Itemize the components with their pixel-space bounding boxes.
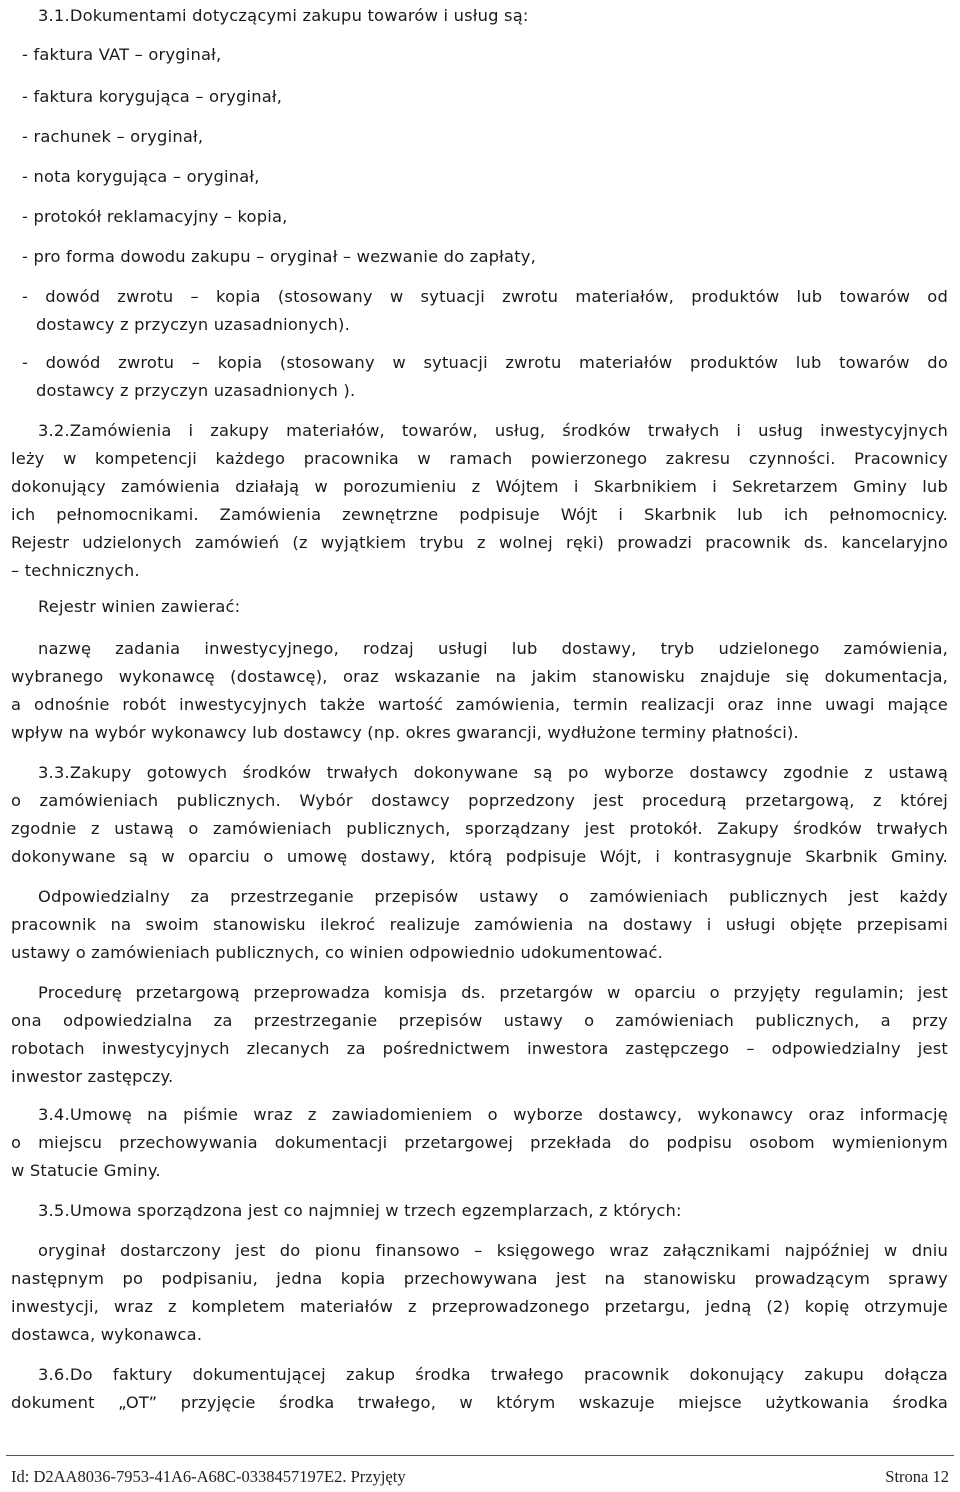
paragraph-line: wybranego wykonawcę (dostawcę), oraz wskazanie na jakim stanowisku znajduje się dokumentacja, <box>11 667 948 686</box>
list-item-continuation: dostawcy z przyczyn uzasadnionych ). <box>36 381 356 400</box>
paragraph-line: zgodnie z ustawą o zamówieniach publicznych, sporządzany jest protokół. Zakupy środków trwałych <box>11 819 948 838</box>
list-item: - faktura korygująca – oryginał, <box>22 87 283 106</box>
section-heading-3-1: 3.1.Dokumentami dotyczącymi zakupu towarów i usług są: <box>38 6 529 25</box>
list-item: - dowód zwrotu – kopia (stosowany w sytuacji zwrotu materiałów produktów lub towarów do <box>22 353 948 372</box>
footer-document-id: Id: D2AA8036-7953-41A6-A68C-0338457197E2. Przyjęty <box>11 1467 406 1486</box>
paragraph-line: pracownik na swoim stanowisku ilekroć realizuje zamówienia na dostawy i usługi objęte przepisami <box>11 915 948 934</box>
paragraph-line: nazwę zadania inwestycyjnego, rodzaj usługi lub dostawy, tryb udzielonego zamówienia, <box>38 639 948 658</box>
paragraph-line: następnym po podpisaniu, jedna kopia przechowywana jest na stanowisku prowadzącym sprawy <box>11 1269 948 1288</box>
registry-heading: Rejestr winien zawierać: <box>38 597 241 616</box>
paragraph-line: leży w kompetencji każdego pracownika w ramach powierzonego zakresu czynności. Pracownicy <box>11 449 948 468</box>
section-3-2-line: 3.2.Zamówienia i zakupy materiałów, towarów, usług, środków trwałych i usług inwestycyjnych <box>38 421 948 440</box>
paragraph-line: ich pełnomocnikami. Zamówienia zewnętrzne podpisuje Wójt i Skarbnik lub ich pełnomocnicy. <box>11 505 948 524</box>
paragraph-line: o zamówieniach publicznych. Wybór dostawcy poprzedzony jest procedurą przetargową, z której <box>11 791 948 810</box>
paragraph-line: dokonujący zamówienia działają w porozumieniu z Wójtem i Skarbnikiem i Sekretarzem Gminy lub <box>11 477 948 496</box>
list-item: - pro forma dowodu zakupu – oryginał – wezwanie do zapłaty, <box>22 247 536 266</box>
footer-divider <box>6 1455 954 1456</box>
paragraph-line: w Statucie Gminy. <box>11 1161 161 1180</box>
paragraph-line: dokument „OT” przyjęcie środka trwałego, w którym wskazuje miejsce użytkowania środka <box>11 1393 948 1412</box>
paragraph-line: dokonywane są w oparciu o umowę dostawy, którą podpisuje Wójt, i kontrasygnuje Skarbnik Gminy. <box>11 847 948 866</box>
section-3-4-line: 3.4.Umowę na piśmie wraz z zawiadomieniem o wyborze dostawcy, wykonawcy oraz informację <box>38 1105 948 1124</box>
paragraph-line: Rejestr udzielonych zamówień (z wyjątkiem trybu z wolnej ręki) prowadzi pracownik ds. kancelaryjno <box>11 533 948 552</box>
list-item: - rachunek – oryginał, <box>22 127 204 146</box>
paragraph-line: ona odpowiedzialna za przestrzeganie przepisów ustawy o zamówieniach publicznych, a przy <box>11 1011 948 1030</box>
paragraph-line: oryginał dostarczony jest do pionu finansowo – księgowego wraz załącznikami najpóźniej w dniu <box>38 1241 948 1260</box>
footer-page-number: Strona 12 <box>885 1467 949 1486</box>
list-item-continuation: dostawcy z przyczyn uzasadnionych). <box>36 315 350 334</box>
paragraph-line: robotach inwestycyjnych zlecanych za pośrednictwem inwestora zastępczego – odpowiedzialny jest <box>11 1039 948 1058</box>
section-3-3-line: 3.3.Zakupy gotowych środków trwałych dokonywane są po wyborze dostawcy zgodnie z ustawą <box>38 763 948 782</box>
list-item: - faktura VAT – oryginał, <box>22 45 222 64</box>
paragraph-line: o miejscu przechowywania dokumentacji przetargowej przekłada do podpisu osobom wymienionym <box>11 1133 948 1152</box>
paragraph-line: inwestycji, wraz z kompletem materiałów z przeprowadzonego przetargu, jedną (2) kopię otrzymuje <box>11 1297 948 1316</box>
paragraph-line: Odpowiedzialny za przestrzeganie przepisów ustawy o zamówieniach publicznych jest każdy <box>38 887 948 906</box>
paragraph-line: dostawca, wykonawca. <box>11 1325 203 1344</box>
paragraph-line: Procedurę przetargową przeprowadza komisja ds. przetargów w oparciu o przyjęty regulamin; jest <box>38 983 948 1002</box>
list-item: - dowód zwrotu – kopia (stosowany w sytuacji zwrotu materiałów, produktów lub towarów od <box>22 287 948 306</box>
paragraph-line: wpływ na wybór wykonawcy lub dostawcy (np. okres gwarancji, wydłużone terminy płatności). <box>11 723 799 742</box>
section-3-5-line: 3.5.Umowa sporządzona jest co najmniej w trzech egzemplarzach, z których: <box>38 1201 682 1220</box>
list-item: - protokół reklamacyjny – kopia, <box>22 207 288 226</box>
paragraph-line: a odnośnie robót inwestycyjnych także wartość zamówienia, termin realizacji oraz inne uwagi mające <box>11 695 948 714</box>
paragraph-line: – technicznych. <box>11 561 140 580</box>
section-3-6-line: 3.6.Do faktury dokumentującej zakup środka trwałego pracownik dokonujący zakupu dołącza <box>38 1365 948 1384</box>
list-item: - nota korygująca – oryginał, <box>22 167 260 186</box>
paragraph-line: ustawy o zamówieniach publicznych, co winien odpowiednio udokumentować. <box>11 943 664 962</box>
paragraph-line: inwestor zastępczy. <box>11 1067 174 1086</box>
